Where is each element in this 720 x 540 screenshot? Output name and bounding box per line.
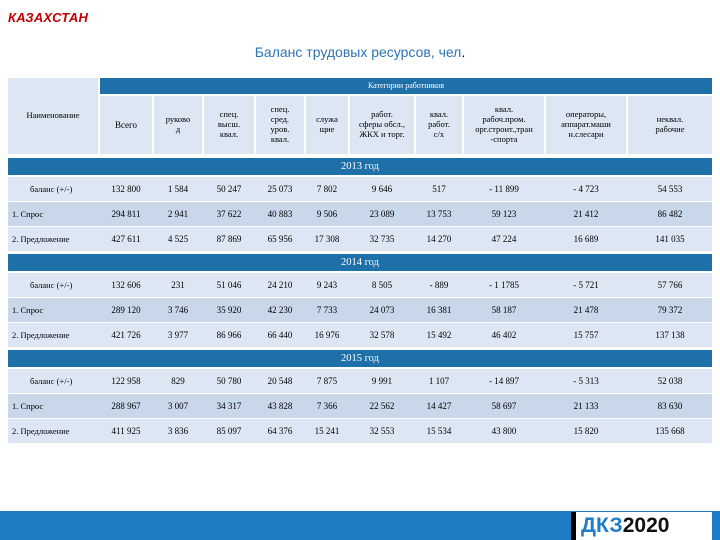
table-cell: 15 820	[573, 426, 599, 436]
table-cell: 517	[432, 184, 446, 194]
table-cell: 9 646	[371, 184, 393, 194]
country-label: КАЗАХСТАН	[8, 10, 89, 25]
table-cell: 51 046	[216, 280, 242, 290]
table-cell: 59 123	[491, 209, 517, 219]
table-cell: 86 482	[657, 209, 683, 219]
table-cell: 7 366	[316, 401, 338, 411]
header-col-6: квал. работ. с/х	[416, 96, 462, 154]
table-cell: 411 925	[111, 426, 141, 436]
table-cell: - 11 899	[489, 184, 519, 194]
table-cell: 9 506	[316, 209, 338, 219]
table-cell: 137 138	[655, 330, 685, 340]
table-row	[8, 323, 712, 347]
table-cell: 54 553	[657, 184, 683, 194]
table-cell: 66 440	[267, 330, 293, 340]
page-title	[0, 44, 720, 60]
header-col-1: руково д	[154, 96, 202, 154]
header-col-8: операторы, аппарат.маши н.слесари	[546, 96, 626, 154]
table-cell: 9 243	[316, 280, 338, 290]
table-cell: 3 007	[167, 401, 189, 411]
table-cell: 16 689	[573, 234, 599, 244]
table-row	[8, 227, 712, 251]
table-cell: 141 035	[655, 234, 685, 244]
table-cell: 16 381	[426, 305, 452, 315]
table-cell: 421 726	[111, 330, 141, 340]
header-col-3: спец. сред. уров. квал.	[256, 96, 304, 154]
row-label: баланс (+/-)	[30, 184, 73, 194]
table-row	[8, 202, 712, 226]
table-cell: 22 562	[369, 401, 395, 411]
logo-bar	[571, 512, 576, 540]
row-label: баланс (+/-)	[30, 376, 73, 386]
header-name: Наименование	[8, 78, 98, 154]
table-cell: - 4 723	[573, 184, 599, 194]
table-cell: - 5 313	[573, 376, 599, 386]
row-label: баланс (+/-)	[30, 280, 73, 290]
table-cell: 32 735	[369, 234, 395, 244]
logo-prefix: ДКЗ	[581, 514, 623, 537]
table-cell: 32 553	[369, 426, 395, 436]
table-cell: 50 780	[216, 376, 242, 386]
table-cell: - 889	[429, 280, 449, 290]
table-cell: 7 733	[316, 305, 338, 315]
table-row	[8, 369, 712, 393]
table-cell: 23 089	[369, 209, 395, 219]
table-cell: - 1 1785	[489, 280, 519, 290]
table-cell: 14 427	[426, 401, 452, 411]
table-row	[8, 419, 712, 443]
table-cell: 24 073	[369, 305, 395, 315]
table-cell: 20 548	[267, 376, 293, 386]
table-cell: 122 958	[111, 376, 141, 386]
table-cell: 3 836	[167, 426, 189, 436]
table-row	[8, 177, 712, 201]
table-cell: 65 956	[267, 234, 293, 244]
table-cell: 21 412	[573, 209, 599, 219]
logo-year: 2020	[622, 514, 670, 537]
table-cell: 57 766	[657, 280, 683, 290]
table-cell: 7 875	[316, 376, 338, 386]
table-cell: - 14 897	[489, 376, 519, 386]
table-cell: 40 883	[267, 209, 293, 219]
table-cell: 21 478	[573, 305, 599, 315]
table-cell: 86 966	[216, 330, 242, 340]
table-cell: 427 611	[111, 234, 141, 244]
table-cell: 50 247	[216, 184, 242, 194]
table-cell: 46 402	[491, 330, 517, 340]
table-cell: 42 230	[267, 305, 293, 315]
row-label: 2. Предложение	[12, 330, 70, 340]
table-cell: 21 133	[573, 401, 599, 411]
year-band: 2015 год	[8, 350, 712, 367]
header-col-9: неквал. рабочие	[628, 96, 712, 154]
table-cell: 135 668	[655, 426, 685, 436]
title-text: Баланс трудовых ресурсов, чел	[254, 44, 462, 60]
table-cell: 58 697	[491, 401, 517, 411]
row-label: 1. Спрос	[12, 209, 44, 219]
table-cell: - 5 721	[573, 280, 599, 290]
table-cell: 13 753	[426, 209, 452, 219]
table-cell: 85 097	[216, 426, 242, 436]
table-cell: 132 606	[111, 280, 141, 290]
table-cell: 231	[171, 280, 185, 290]
table-cell: 47 224	[491, 234, 517, 244]
table-cell: 16 976	[314, 330, 340, 340]
table-header	[8, 78, 712, 156]
row-label: 2. Предложение	[12, 234, 70, 244]
table-cell: 87 869	[216, 234, 242, 244]
table-cell: 289 120	[111, 305, 141, 315]
table-cell: 58 187	[491, 305, 517, 315]
row-label: 1. Спрос	[12, 305, 44, 315]
table-cell: 52 038	[657, 376, 683, 386]
table-cell: 17 308	[314, 234, 340, 244]
header-col-5: работ. сферы обсл., ЖКХ и торг.	[350, 96, 414, 154]
row-label: 1. Спрос	[12, 401, 44, 411]
table-cell: 15 492	[426, 330, 452, 340]
table-cell: 7 802	[316, 184, 338, 194]
table-cell: 43 800	[491, 426, 517, 436]
table-cell: 64 376	[267, 426, 293, 436]
table-cell: 24 210	[267, 280, 293, 290]
header-category-band: Категории работников	[100, 78, 712, 94]
table-cell: 9 991	[371, 376, 393, 386]
table-cell: 2 941	[167, 209, 189, 219]
header-col-7: квал. рабоч.пром. орг.строит.,тран -спорта	[464, 96, 544, 154]
table-row	[8, 298, 712, 322]
dkz-logo	[571, 512, 712, 540]
year-band: 2013 год	[8, 158, 712, 175]
table-cell: 34 317	[216, 401, 242, 411]
table-cell: 3 977	[167, 330, 189, 340]
table-cell: 43 828	[267, 401, 293, 411]
table-cell: 79 372	[657, 305, 683, 315]
year-band: 2014 год	[8, 254, 712, 271]
table-cell: 4 525	[167, 234, 189, 244]
table-cell: 829	[171, 376, 185, 386]
table-cell: 15 241	[314, 426, 340, 436]
table-cell: 25 073	[267, 184, 293, 194]
header-total: Всего	[100, 96, 152, 154]
table-cell: 15 534	[426, 426, 452, 436]
table-cell: 14 270	[426, 234, 452, 244]
title-period: .	[461, 44, 466, 60]
table-row	[8, 394, 712, 418]
table-cell: 37 622	[216, 209, 242, 219]
table-cell: 35 920	[216, 305, 242, 315]
table-cell: 83 630	[657, 401, 683, 411]
table-cell: 32 578	[369, 330, 395, 340]
table-cell: 1 584	[167, 184, 189, 194]
table-cell: 1 107	[428, 376, 450, 386]
table-row	[8, 273, 712, 297]
table-cell: 8 505	[371, 280, 393, 290]
table-cell: 15 757	[573, 330, 599, 340]
table-cell: 288 967	[111, 401, 141, 411]
table-cell: 132 800	[111, 184, 141, 194]
table-cell: 3 746	[167, 305, 189, 315]
table-cell: 294 811	[111, 209, 141, 219]
header-col-2: спец. высш. квал.	[204, 96, 254, 154]
row-label: 2. Предложение	[12, 426, 70, 436]
header-col-4: служа щие	[306, 96, 348, 154]
balance-table	[8, 78, 712, 436]
